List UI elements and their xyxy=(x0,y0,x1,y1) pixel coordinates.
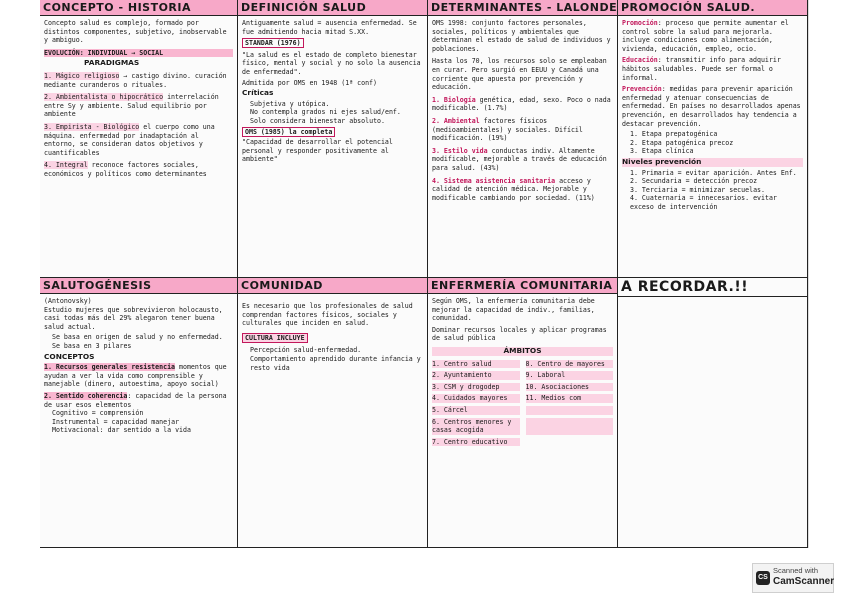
paradigm-2-title: 2. Ambientalista o hipocrático xyxy=(44,93,164,102)
ambito-item: 9. Laboral xyxy=(526,371,614,380)
ambito-item: 8. Centro de mayores xyxy=(526,360,614,369)
concept-1-title: 1. Recursos generales resistencia xyxy=(44,363,176,372)
watermark-line2: CamScanner xyxy=(773,576,835,587)
bullet-item: Se basa en origen de salud y no enfermedad. xyxy=(52,333,223,342)
paradigm-1-text: → castigo divino. curación mediante curanderos o rituales. xyxy=(44,71,227,89)
watermark-line1: Scanned with xyxy=(773,566,819,575)
culture-item: Comportamiento aprendido durante infancia y resto vida xyxy=(250,354,421,372)
prevencion-levels xyxy=(622,169,803,212)
concept-item: Instrumental = capacidad manejar xyxy=(52,417,180,426)
definicion-oms-1985-text: "Capacidad de desarrollar el potencial personal y responder positivamente al ambiente" xyxy=(242,138,393,164)
ambito-item: 11. Medios com xyxy=(526,394,614,403)
levels-title: Niveles prevención xyxy=(622,158,803,167)
definicion-standard: STANDAR (1976) xyxy=(242,38,304,48)
level-item: 1. Primaria = evitar aparición. Antes Enf. xyxy=(630,168,797,177)
level-item: 3. Terciaria = minimizar secuelas. xyxy=(630,185,765,194)
salutogenesis-bullets xyxy=(44,333,233,350)
concept-2-items xyxy=(44,409,233,435)
salutogenesis-concepts: CONCEPTOS xyxy=(44,351,95,361)
prevencion-text: medidas para prevenir aparición enfermedad y atenuar consecuencias de enfermedad. En países no desarrollados apenas prevención, en desarrollados hay tendencia a destacar prevención. xyxy=(622,85,801,128)
enfermeria-intro: Según OMS, la enfermería comunitaria debe mejorar la capacidad de indiv., familias, comunidad. xyxy=(432,297,595,323)
culture-items xyxy=(242,346,423,372)
bullet-item: Se basa en 3 pilares xyxy=(52,341,132,350)
recordar-title: A RECORDAR.!! xyxy=(618,278,807,297)
cell-recordar xyxy=(618,278,808,548)
historia-title: CONCEPTO - HISTORIA xyxy=(40,0,237,16)
salutogenesis-author: (Antonovsky) xyxy=(44,297,92,305)
critic-item: Solo considera bienestar absoluto. xyxy=(250,116,385,125)
notes-grid xyxy=(40,0,808,548)
promocion-title: PROMOCIÓN SALUD. xyxy=(618,0,807,16)
prevencion-stages xyxy=(622,130,803,156)
historia-paradigms: PARADIGMAS xyxy=(84,58,140,68)
ambito-item: 2. Ayuntamiento xyxy=(432,371,520,380)
determinante-2-title: 2. Ambiental xyxy=(432,116,480,125)
camscanner-watermark xyxy=(752,563,834,593)
enfermeria-title: ENFERMERÍA COMUNITARIA xyxy=(428,278,617,294)
definicion-intro: Antiguamente salud = ausencia enfermedad. Se fue admitiendo hacia mitad S.XX. xyxy=(242,19,417,36)
determinante-1-text: genética, edad, sexo. Poco o nada modificable. (1.7%) xyxy=(432,95,611,113)
paradigm-1-title: 1. Mágico religioso xyxy=(44,71,120,80)
ambito-item: 5. Cárcel xyxy=(432,406,520,415)
ambitos-title: ÁMBITOS xyxy=(432,347,613,356)
stage-item: 3. Etapa clínica xyxy=(630,147,694,156)
paradigm-2-text: interrelación entre Sy y ambiente. Salud equilibrio por ambiente xyxy=(44,93,219,119)
promocion-text: proceso que permite aumentar el control sobre la salud para mejorarla. incluye condiciones como alimentación, vivienda, educación, empleo, ocio. xyxy=(622,19,789,53)
paradigm-3-title: 3. Empirista - Biológico xyxy=(44,122,140,131)
determinante-1-title: 1. Biología xyxy=(432,95,476,104)
cell-definicion xyxy=(238,0,428,278)
culture-item: Percepción salud-enfermedad. xyxy=(250,346,362,355)
cell-comunidad xyxy=(238,278,428,548)
prevencion-label: Prevención xyxy=(622,85,662,94)
determinante-4-text: acceso y calidad de atención médica. Mejorable y modificable cambiando por sociedad. (11%) xyxy=(432,176,595,202)
cell-enfermeria xyxy=(428,278,618,548)
determinante-3-text: conductas indiv. Altamente modificable, mejorable a través de educación para salud. (43%) xyxy=(432,146,607,172)
camscanner-logo-icon: CS xyxy=(756,571,770,585)
determinante-4-title: 4. Sistema asistencia sanitaria xyxy=(432,176,556,185)
cell-salutogenesis: SALUTOGÉNESIS (Antonovsky) Estudio mujeres que sobrevivieron holocausto, casi todas más del 29% alegaron tener buena salud actual. Se basa en origen de salud y no enfermedad. Se basa en 3 pilares CONCEPTOS 1. Recursos generales resistencia momentos que ayudan a ver la vida como comprensible y manejable (dinero, autoestima, apoyo social) 2. Sentido coherencia: capacidad de la persona de usar esos elementos Cognitivo = comprensión Instrumental = capacidad manejar Motivacional: dar sentido a la vida xyxy=(40,278,238,548)
comunidad-intro: Es necesario que los profesionales de salud comprendan factores físicos, sociales y culturales que inciden en salud. xyxy=(242,302,413,328)
definicion-adopted: Admitida por OMS en 1948 (1ª conf) xyxy=(242,78,377,87)
critic-item: No contempla grados ni ejes salud/enf. xyxy=(250,108,401,117)
concept-2-title: 2. Sentido coherencia xyxy=(44,391,128,400)
definicion-quote: "La salud es el estado de completo bienestar físico, mental y social y no solo la ausencia de enfermedad". xyxy=(242,50,421,76)
concept-1-text: momentos que ayudan a ver la vida como comprensible y manejable (dinero, autoestima, apoyo social) xyxy=(44,363,227,389)
definicion-critics-list xyxy=(242,100,423,126)
level-item: 2. Secundaria = detección precoz xyxy=(630,177,758,186)
cell-historia xyxy=(40,0,238,278)
paradigm-3-text: el cuerpo como una máquina. enfermedad por inadaptación al entorno, se consideran datos objetivos y cuantificables xyxy=(44,122,215,157)
ambito-item: 7. Centro educativo xyxy=(432,438,520,447)
ambito-item: 6. Centros menores y casas acogida xyxy=(432,418,520,435)
cell-determinantes xyxy=(428,0,618,278)
culture-title: CULTURA INCLUYE xyxy=(242,333,308,343)
paradigm-4-text: reconoce factores sociales, económicos y políticos como determinantes xyxy=(44,161,207,178)
ambitos-list xyxy=(432,359,613,448)
ambito-item: 3. CSM y drogodep xyxy=(432,383,520,392)
cell-promocion: PROMOCIÓN SALUD. Promoción: proceso que permite aumentar el control sobre la salud para mejorarla. incluye condiciones como alimentación, vivienda, educación, empleo, ocio. Educación: transmitir info para adquirir hábitos saludables. Puede ser formal o informal. Prevención: medidas para prevenir aparición enfermedad y atenuar consecuencias de enfermedad. En países no desarrollados apenas prevención, en desarrollados hay tendencia a destacar prevención. 1. Etapa prepatogénica 2. Etapa patogénica precoz 3. Etapa clínica Niveles prevención 1. Primaria = evitar aparición. Antes Enf. 2. Secundaria = detección precoz 3. Terciaria = minimizar secuelas. 4. Cuaternaria = innecesarios. evitar exceso de intervención xyxy=(618,0,808,278)
determinante-2-text: factores físicos (medioambientales) y sociales. Difícil modificación. (19%) xyxy=(432,116,583,143)
ambito-item: 10. Asociaciones xyxy=(526,383,614,392)
enfermeria-intro2: Dominar recursos locales y aplicar programas de salud pública xyxy=(432,325,607,343)
promocion-label: Promoción xyxy=(622,19,658,27)
historia-intro: Concepto salud es complejo, formado por distintos componentes, subjetivo, inobservable y ambiguo. xyxy=(44,19,227,45)
ambito-item: 1. Centro salud xyxy=(432,360,520,369)
critic-item: Subjetiva y utópica. xyxy=(250,99,330,108)
educacion-text: transmitir info para adquirir hábitos saludables. Puede ser formal o informal. xyxy=(622,56,781,82)
comunidad-title: COMUNIDAD xyxy=(238,278,427,294)
concept-item: Motivacional: dar sentido a la vida xyxy=(52,426,191,435)
determinantes-lalonde: Hasta los 70, los recursos solo se empleaban en curar. Pero surgió en EEUU y Canadá una corriente que apuesta por prevención y educación. xyxy=(432,57,607,92)
concept-item: Cognitivo = comprensión xyxy=(52,409,144,418)
determinante-3-title: 3. Estilo vida xyxy=(432,146,488,155)
determinantes-intro: OMS 1998: conjunto factores personales, sociales, políticos y ambientales que determinan el estado de salud de individuos y poblaciones. xyxy=(432,19,611,53)
definicion-title: DEFINICIÓN SALUD xyxy=(238,0,427,16)
level-item: 4. Cuaternaria = innecesarios. evitar exceso de intervención xyxy=(630,194,777,211)
stage-item: 2. Etapa patogénica precoz xyxy=(630,138,734,147)
definicion-critics-title: Críticas xyxy=(242,88,274,98)
educacion-label: Educación xyxy=(622,56,658,65)
historia-evolution: EVOLUCIÓN: INDIVIDUAL → SOCIAL xyxy=(44,49,233,58)
concept-2-text: capacidad de la persona de usar esos elementos xyxy=(44,391,227,409)
determinantes-title: DETERMINANTES - LALONDE xyxy=(428,0,617,16)
paradigm-4-title: 4. Integral xyxy=(44,161,88,170)
salutogenesis-intro: Estudio mujeres que sobrevivieron holocausto, casi todas más del 29% alegaron tener buena salud actual. xyxy=(44,305,223,331)
definicion-oms-1985: OMS (1985) la completa xyxy=(242,127,335,137)
stage-item: 1. Etapa prepatogénica xyxy=(630,130,718,139)
salutogenesis-title: SALUTOGÉNESIS xyxy=(40,278,237,294)
ambito-item: 4. Cuidados mayores xyxy=(432,394,520,403)
